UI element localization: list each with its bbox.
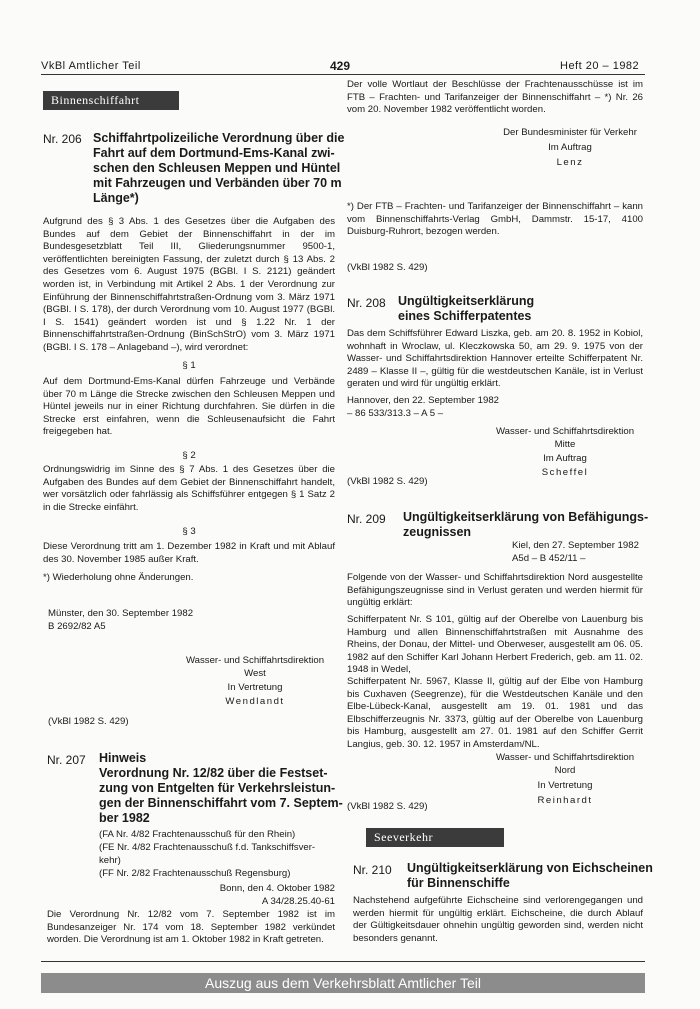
text-206-intro: Aufgrund des § 3 Abs. 1 des Gesetzes über die Aufgaben des Bundes auf dem Gebiet der Binnenschiffahrt in der im Bundesgesetzblatt Teil III, Gliederungsnummer 9500-1, veröffentlichten bereinigten Fassung, der zuletzt durch § 13 Abs. 2 des Gesetzes vom 6. August 1975 (BGBl. I S. 2121) geändert worden ist, in Verbindung mit Artikel 2 Abs. 1 der Verordnung zur Einführung der Binnenschiffahrtstraßen-Ordnung vom 3. März 1971 (BGBl. I S. 178), der durch Verordnung vom 10. August 1977 (BGBl. I S. 1541) geändert worden ist und § 1.22 Nr. 1 der Binnenschiffahrtstraßen-Ordnung (BinSchStrO) vom 3. März 1971 (BGBl. I S. 178 – Anlageband –), wird verordnet: — [43, 216, 335, 353]
title-206-3: schen den Schleusen Meppen und Hüntel — [93, 161, 341, 175]
title-207-3: zung von Entgelten für Verkehrsleistun- — [99, 781, 336, 795]
sub-207-3: kehr) — [99, 855, 121, 866]
place-date-209: Kiel, den 27. September 1982 — [512, 540, 639, 551]
title-208-1: Ungültigkeitserklärung — [398, 294, 535, 308]
nr-210: Nr. 210 — [353, 863, 392, 877]
page-number: 429 — [330, 59, 351, 73]
ref-209: A5d – B 452/11 – — [512, 553, 586, 564]
vkbl-206: (VkBl 1982 S. 429) — [48, 716, 129, 727]
sign-209-2: Nord — [554, 765, 576, 776]
nr-209: Nr. 209 — [347, 512, 386, 526]
title-206-2: Fahrt auf dem Dortmund-Ems-Kanal zwi- — [93, 146, 335, 160]
text-cont: Der volle Wortlaut der Beschlüsse der Frachtenausschüsse ist im FTB – Frachten- und Tarifanzeiger der Binnenschiffahrt – *) Nr. 26 vom 20. November 1982 veröffentlicht worden. — [347, 79, 643, 116]
para-2: § 2 — [182, 450, 196, 461]
ref-206: B 2692/82 A5 — [48, 621, 106, 632]
section-banner-binnenschiffahrt: Binnenschiffahrt — [43, 91, 179, 110]
sign-209-4: Reinhardt — [537, 795, 593, 806]
sign-206-3: In Vertretung — [227, 682, 283, 693]
header-journal: VkBl Amtlicher Teil — [41, 60, 141, 72]
sign-208-3: Im Auftrag — [543, 453, 587, 464]
title-207-2: Verordnung Nr. 12/82 über die Festset- — [99, 766, 328, 780]
header-rule — [41, 74, 645, 75]
cont-footnote: *) Der FTB – Frachten- und Tarifanzeiger der Binnenschiffahrt – kann vom Binnenschiffahrts-Verlag GmbH, Dammstr. 15-17, 4100 Duisburg-Ruhrort, bezogen werden. — [347, 201, 643, 238]
sub-207-2: (FE Nr. 4/82 Frachtenausschuß f.d. Tankschiffsver- — [99, 842, 316, 853]
text-208: Das dem Schiffsführer Edward Liszka, geb. am 20. 8. 1952 in Kobiol, wohnhaft in Wroclaw, ul. Kleczkowska 50, am 29. 9. 1975 von der Wasser- und Schiffahrtsdirektion Hannover erteilte Schifferpatent Nr. 2489 – Klasse II –, gültig für die westdeutschen Kanäle, ist in Verlust geraten und wird für ungültig erklärt. — [347, 328, 643, 390]
sign-208-2: Mitte — [554, 439, 576, 450]
sign-209-1: Wasser- und Schiffahrtsdirektion — [495, 752, 635, 763]
section-banner-seeverkehr: Seeverkehr — [366, 828, 504, 847]
place-date-206: Münster, den 30. September 1982 — [48, 608, 194, 619]
sign-208-4: Scheffel — [541, 467, 589, 478]
title-209-2: zeugnissen — [403, 525, 472, 539]
vkbl-209: (VkBl 1982 S. 429) — [347, 801, 428, 812]
para-1: § 1 — [182, 360, 196, 371]
footer-banner: Auszug aus dem Verkehrsblatt Amtlicher Teil — [41, 973, 645, 993]
place-date-208: Hannover, den 22. September 1982 — [347, 395, 500, 406]
title-208-2: eines Schifferpatentes — [398, 309, 532, 323]
nr-207: Nr. 207 — [47, 753, 86, 767]
title-207-1: Hinweis — [99, 751, 147, 765]
text-210: Nachstehend aufgeführte Eichscheine sind verlorengegangen und werden hiermit für ungültig erklärt. Eichscheine, die durch Ablauf der Gültigkeitsdauer ohnehin ungültig geworden sind, werden nicht besonders genannt. — [353, 895, 643, 944]
sub-207-1: (FA Nr. 4/82 Frachtenausschuß für den Rhein) — [99, 829, 296, 840]
footnote-206: *) Wiederholung ohne Änderungen. — [43, 572, 194, 583]
title-206-4: mit Fahrzeugen und Verbänden über 70 m — [93, 176, 342, 190]
header-issue: Heft 20 – 1982 — [560, 60, 640, 72]
text-207: Die Verordnung Nr. 12/82 vom 7. September 1982 ist im Bundesanzeiger Nr. 174 vom 18. September 1982 verkündet worden. Die Verordnung ist am 1. Oktober 1982 in Kraft getreten. — [47, 909, 335, 946]
nr-206: Nr. 206 — [43, 132, 82, 146]
sign-206-1: Wasser- und Schiffahrtsdirektion — [185, 655, 325, 666]
title-206-5: Länge*) — [93, 191, 139, 205]
ref-207: A 34/28.25.40-61 — [261, 896, 335, 907]
place-date-207: Bonn, den 4. Oktober 1982 — [219, 883, 335, 894]
text-209-item1: Schifferpatent Nr. S 101, gültig auf der Oberelbe von Lauenburg bis Hamburg und allen Binnenschiffahrtstraßen mit Ausnahme des Rheins, der Donau, der Mittel- und Oberweser, ausgestellt am 06. 05. 1982 auf den Schiffer Karl Johann Herbert Frederich, geb. am 11. 02. 1948 in Wedel, — [347, 614, 643, 676]
title-210-2: für Binnenschiffe — [407, 876, 510, 890]
cont-sign-3: Lenz — [556, 157, 584, 168]
cont-sign-1: Der Bundesminister für Verkehr — [503, 127, 637, 138]
nr-208: Nr. 208 — [347, 296, 386, 310]
sign-206-4: Wendlandt — [225, 696, 285, 707]
title-209-1: Ungültigkeitserklärung von Befähigungs- — [403, 510, 649, 524]
sign-206-2: West — [244, 668, 266, 679]
cont-vkbl: (VkBl 1982 S. 429) — [347, 262, 428, 273]
para-3: § 3 — [182, 526, 196, 537]
footer-rule — [41, 961, 645, 962]
title-206-1: Schiffahrtpolizeiliche Verordnung über die — [93, 131, 345, 145]
text-209-intro: Folgende von der Wasser- und Schiffahrtsdirektion Nord ausgestellte Befähigungszeugnisse sind in Verlust geraten und werden hiermit für ungültig erklärt: — [347, 572, 643, 609]
text-206-s1: Auf dem Dortmund-Ems-Kanal dürfen Fahrzeuge und Verbände über 70 m Länge die Strecke zwischen den Schleusen Meppen und Hüntel jeweils nur in einer Richtung durchfahren. Sie dürfen in die Strecke erst einfahren, wenn die Schleusenaufsicht die Fahrt freigegeben hat. — [43, 376, 335, 438]
sub-207-4: (FF Nr. 2/82 Frachtenausschuß Regensburg) — [99, 868, 291, 879]
text-206-s2: Ordnungswidrig im Sinne des § 7 Abs. 1 des Gesetzes über die Aufgaben des Bundes auf dem Gebiet der Binnenschiffahrt handelt, wer vorsätzlich oder fahrlässig als Schiffsführer entgegen § 1 Satz 2 in die Strecke einfährt. — [43, 464, 335, 513]
text-209-item2: Schifferpatent Nr. 5967, Klasse II, gültig auf der Elbe von Hamburg bis Cuxhaven (Seegrenze), für die Westdeutschen Kanäle und den Elbe-Lübeck-Kanal, ausgestellt am 19. 01. 1981 und das Elbschifferzeugnis Nr. 3373, gültig auf der Oberelbe von Lauenburg bis Hamburg, ausgestellt am 27. 01. 1981 auf den Schiffer Gerrit Langius, geb. 30. 12. 1957 in Amsterdam/NL. — [347, 676, 643, 750]
cont-sign-2: Im Auftrag — [548, 142, 592, 153]
title-207-5: ber 1982 — [99, 811, 150, 825]
ref-208: – 86 533/313.3 – A 5 – — [347, 408, 444, 419]
title-210-1: Ungültigkeitserklärung von Eichscheinen — [407, 861, 653, 875]
title-207-4: gen der Binnenschiffahrt vom 7. Septem- — [99, 796, 343, 810]
sign-209-3: In Vertretung — [537, 780, 593, 791]
vkbl-208: (VkBl 1982 S. 429) — [347, 476, 428, 487]
sign-208-1: Wasser- und Schiffahrtsdirektion — [495, 426, 635, 437]
text-206-s3: Diese Verordnung tritt am 1. Dezember 1982 in Kraft und mit Ablauf des 30. November 1985 außer Kraft. — [43, 541, 335, 565]
